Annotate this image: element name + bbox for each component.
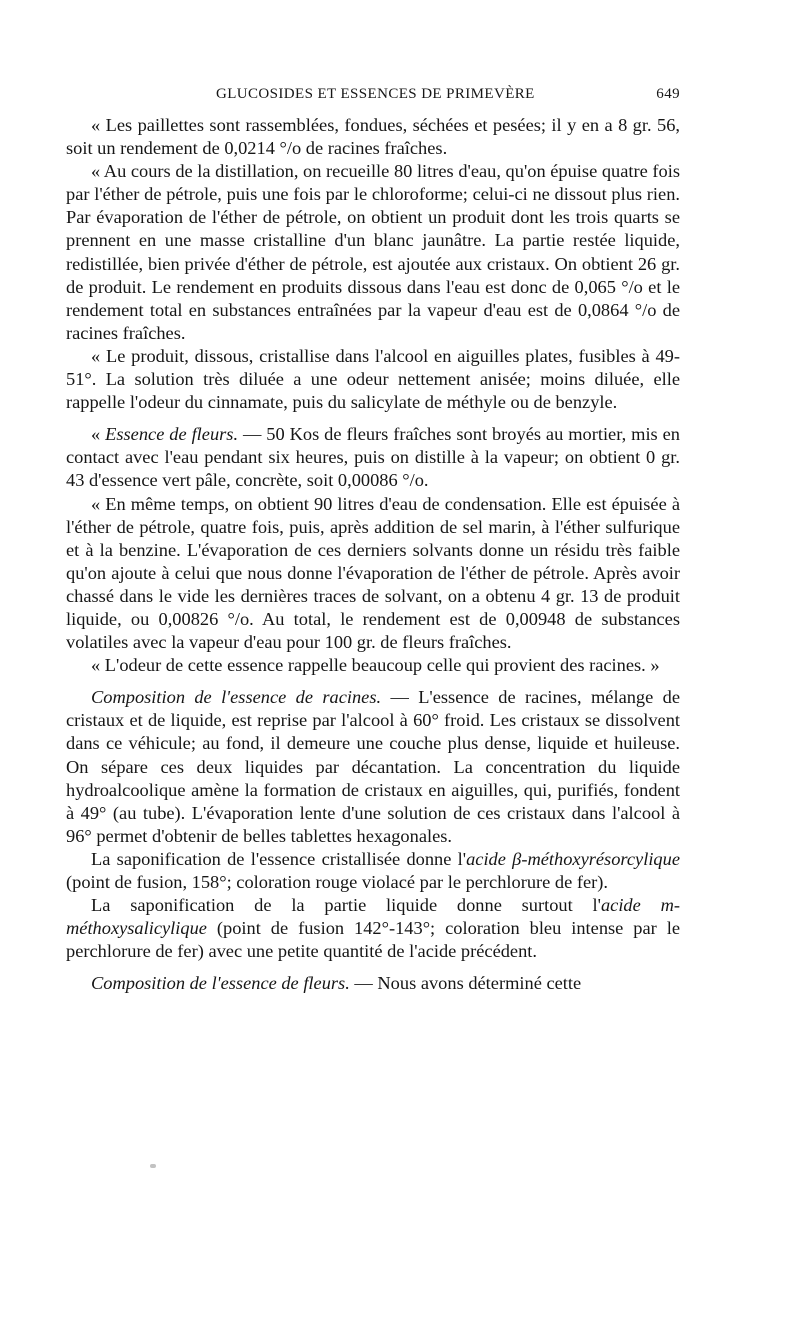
paragraph-7 (66, 686, 680, 848)
compound-name-1: acide β-méthoxyrésorcylique (466, 848, 680, 869)
paragraph-8-text: (point de fusion, 158°; coloration rouge violacé par le perchlorure de fer). (66, 872, 609, 892)
section-heading-composition-fleurs: Composition de l'essence de fleurs. (91, 973, 350, 994)
paragraph-8-lead: La saponification de l'essence cristallisée donne l' (91, 848, 467, 869)
paragraph-9-lead: La saponification de la partie liquide donne surtout l' (91, 895, 601, 916)
document-page (66, 84, 680, 995)
running-title: GLUCOSIDES ET ESSENCES DE PRIMEVÈRE (216, 86, 535, 102)
quote-mark: « (91, 424, 106, 445)
paragraph-8 (66, 848, 680, 894)
running-header (66, 84, 680, 114)
paragraph-2: « Au cours de la distillation, on recueille 80 litres d'eau, qu'on épuise quatre fois par l'éther de pétrole, puis une fois par le chloroforme; celui-ci ne dissout plus rien. Par évaporation de l'éther de pétrole, on obtient un produit dont les trois quarts se prennent en une masse cristalline d'un blanc jaunâtre. La partie restée liquide, redistillée, bien privée d'éther de pétrole, est ajoutée aux cristaux. On obtient 26 gr. de produit. Le rendement en produits dissous dans l'eau est donc de 0,065 °/o et le rendement total en substances entraînées par la vapeur d'eau est de 0,0864 °/o de racines fraîches. (66, 161, 680, 343)
paragraph-7-text: — L'essence de racines, mélange de cristaux et de liquide, est reprise par l'alcool à 60° froid. Les cristaux se dissolvent dans ce véhicule; au fond, il demeure une couche plus dense, liquide et huileuse. On sépare ces deux liquides par décantation. La concentration du liquide hydroalcoolique amène la formation de cristaux en aiguilles, qui, purifiés, fondent à 49° (au tube). L'évaporation lente d'une solution de ces cristaux dans l'alcool à 96° permet d'obtenir de belles tablettes hexagonales. (66, 687, 680, 846)
section-heading-essence-fleurs: Essence de fleurs. (105, 424, 239, 445)
paragraph-10 (66, 972, 680, 995)
paragraph-9 (66, 894, 680, 963)
print-speck (150, 1164, 156, 1168)
section-heading-composition-racines: Composition de l'essence de racines. (91, 687, 382, 708)
paragraph-9-text: (point de fusion 142°-143°; coloration bleu intense par le perchlorure de fer) avec une petite quantité de l'acide précédent. (66, 918, 680, 962)
paragraph-1: « Les paillettes sont rassemblées, fondues, séchées et pesées; il y en a 8 gr. 56, soit un rendement de 0,0214 °/o de racines fraîches. (66, 115, 680, 159)
paragraph-6: « L'odeur de cette essence rappelle beaucoup celle qui provient des racines. » (91, 655, 660, 676)
paragraph-10-text: — Nous avons déterminé cette (349, 973, 582, 994)
paragraph-5: « En même temps, on obtient 90 litres d'eau de condensation. Elle est épuisée à l'éther de pétrole, quatre fois, puis, après addition de sel marin, à l'éther sulfurique et à la benzine. L'évaporation de ces derniers solvants donne un résidu très faible qu'on ajoute à celui que nous donne l'évaporation de l'éther de pétrole. Après avoir chassé dans le vide les dernières traces de solvant, on a obtenu 4 gr. 13 de produit liquide, ou 0,00826 °/o. Au total, le rendement est de 0,00948 de substances volatiles avec la vapeur d'eau pour 100 gr. de fleurs fraîches. (66, 493, 680, 653)
page-number: 649 (656, 86, 680, 102)
compound-name-2: acide m-méthoxysalicylique (66, 895, 680, 939)
paragraph-4-text: — 50 Kos de fleurs fraîches sont broyés au mortier, mis en contact avec l'eau pendant six heures, puis on distille à la vapeur; on obtient 0 gr. 43 d'essence vert pâle, concrète, soit 0,00086 °/o. (66, 424, 680, 491)
paragraph-4 (66, 423, 680, 492)
paragraph-3: « Le produit, dissous, cristallise dans l'alcool en aiguilles plates, fusibles à 49-51°. La solution très diluée a une odeur nettement anisée; moins diluée, elle rappelle l'odeur du cinnamate, puis du salicylate de méthyle ou de benzyle. (66, 345, 680, 413)
body-text (66, 114, 680, 995)
